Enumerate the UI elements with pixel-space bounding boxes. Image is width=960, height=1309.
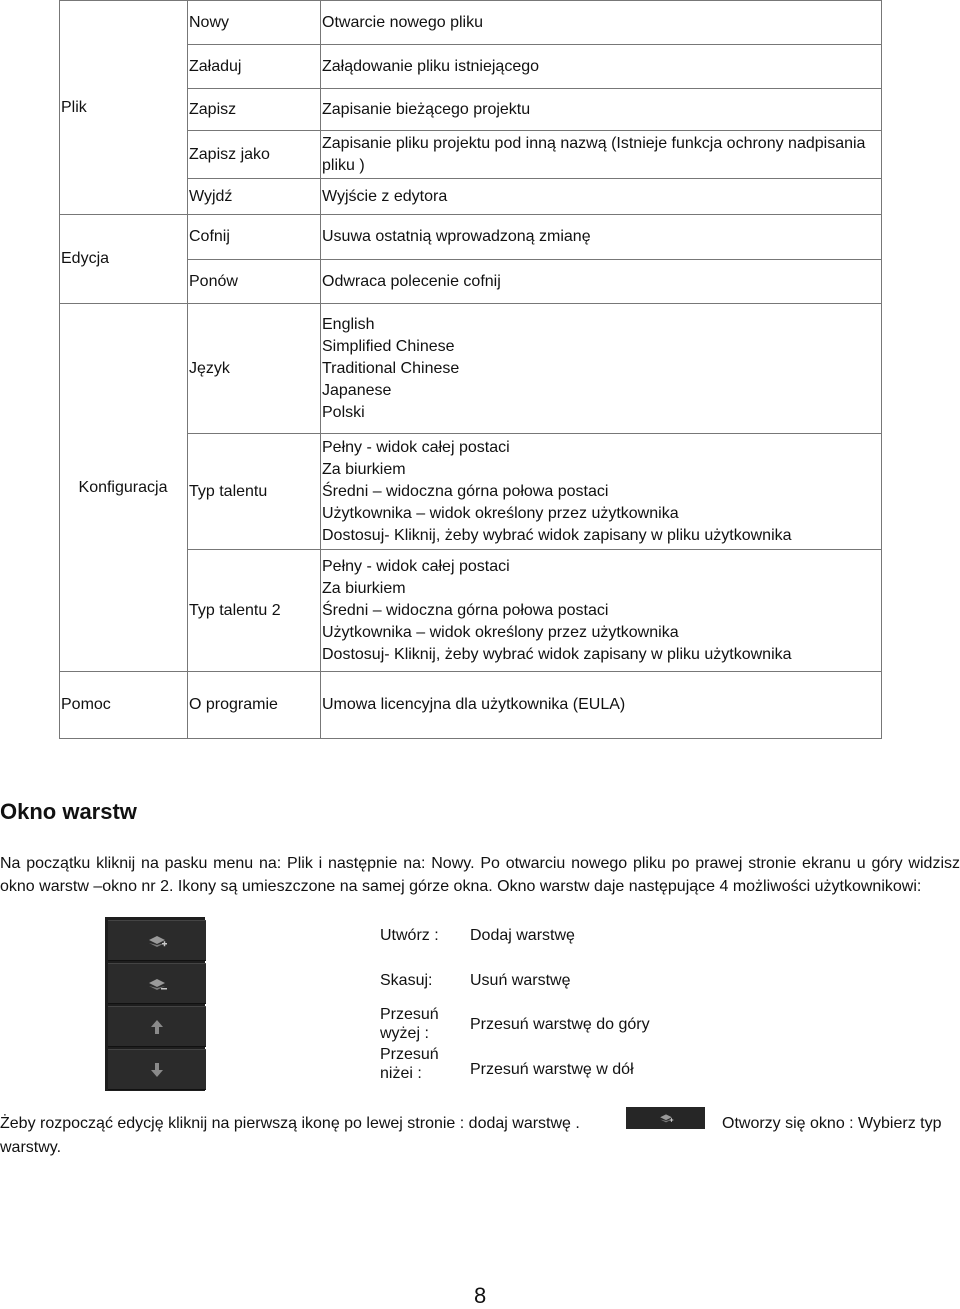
- legend-label-utworz: Utwórz :: [380, 927, 439, 944]
- menu-konfiguracja: Konfiguracja: [60, 304, 188, 672]
- talent-option: Za biurkiem: [322, 460, 406, 478]
- inline-add-layer-button[interactable]: [626, 1107, 705, 1129]
- instruction-text: Żeby rozpocząć edycję kliknij na pierwszą ikonę po lewej stronie : dodaj warstwę .: [0, 1115, 580, 1132]
- talent-option: Pełny - widok całej postaci: [322, 438, 510, 456]
- menu-desc-jezyk: [321, 304, 882, 434]
- instruction-text-continued: warstwy.: [0, 1139, 62, 1156]
- menu-item-zapisz: Zapisz: [188, 89, 321, 131]
- language-option: English: [322, 315, 375, 333]
- menu-desc-zaladuj: Załądowanie pliku istniejącego: [321, 45, 882, 89]
- menu-item-typ-talentu-2: Typ talentu 2: [188, 550, 321, 672]
- menu-desc-ponow: Odwraca polecenie cofnij: [321, 260, 882, 304]
- move-up-icon: [146, 1016, 168, 1038]
- delete-layer-button[interactable]: [108, 963, 206, 1004]
- language-option: Polski: [322, 403, 365, 421]
- talent-option: Dostosuj- Kliknij, żeby wybrać widok zapisany w pliku użytkownika: [322, 526, 792, 544]
- menu-item-zapisz-jako: Zapisz jako: [188, 131, 321, 179]
- legend-label-line: Przesuń: [380, 1006, 439, 1023]
- talent2-option: Za biurkiem: [322, 579, 406, 597]
- page-number: 8: [474, 1283, 487, 1308]
- menu-pomoc: Pomoc: [60, 672, 188, 739]
- move-layer-down-button[interactable]: [108, 1049, 206, 1090]
- menu-desc-wyjdz: Wyjście z edytora: [321, 179, 882, 215]
- move-layer-up-button[interactable]: [108, 1006, 206, 1047]
- talent-option: Użytkownika – widok określony przez użytkownika: [322, 504, 679, 522]
- move-down-icon: [146, 1059, 168, 1081]
- menu-item-nowy: Nowy: [188, 1, 321, 45]
- menu-item-zaladuj: Załaduj: [188, 45, 321, 89]
- menu-desc-typ-talentu-2: [321, 550, 882, 672]
- menu-item-typ-talentu: Typ talentu: [188, 434, 321, 550]
- language-option: Japanese: [322, 381, 392, 399]
- menu-desc-zapisz: Zapisanie bieżącego projektu: [321, 89, 882, 131]
- legend-label-line: Przesuń: [380, 1046, 439, 1063]
- talent2-option: Średni – widoczna górna połowa postaci: [322, 601, 609, 619]
- menu-item-jezyk: Język: [188, 304, 321, 434]
- legend-label-skasuj: Skasuj:: [380, 972, 433, 989]
- section-paragraph: Na początku kliknij na pasku menu na: Plik i następnie na: Nowy. Po otwarciu nowego pliku po prawej stronie ekranu u góry widzisz okno warstw –okno nr 2. Ikony są umieszczone na samej górze okna. Okno warstw daje następujące 4 możliwości użytkownikowi:: [0, 855, 960, 895]
- delete-layer-icon: [146, 973, 168, 995]
- menu-edycja: Edycja: [60, 215, 188, 304]
- legend-desc-przesun-wyzej: Przesuń warstwę do góry: [470, 1016, 650, 1033]
- talent-option: Średni – widoczna górna połowa postaci: [322, 482, 609, 500]
- legend-label-line: wyżej :: [380, 1025, 429, 1042]
- legend-desc-skasuj: Usuń warstwę: [470, 972, 571, 989]
- talent2-option: Użytkownika – widok określony przez użytkownika: [322, 623, 679, 641]
- add-layer-icon: [146, 930, 168, 952]
- menu-reference-table: [59, 0, 882, 739]
- menu-desc-typ-talentu: [321, 434, 882, 550]
- legend-label-przesun-nizej: [380, 1045, 439, 1083]
- instruction-text-right: Otworzy się okno : Wybierz typ: [722, 1115, 942, 1132]
- menu-desc-o-programie: Umowa licencyjna dla użytkownika (EULA): [321, 672, 882, 739]
- language-option: Traditional Chinese: [322, 359, 460, 377]
- legend-label-przesun-wyzej: [380, 1005, 439, 1043]
- menu-desc-cofnij: Usuwa ostatnią wprowadzoną zmianę: [321, 215, 882, 260]
- menu-desc-zapisz-jako: Zapisanie pliku projektu pod inną nazwą (Istnieje funkcja ochrony nadpisania pliku ): [321, 131, 882, 179]
- language-option: Simplified Chinese: [322, 337, 455, 355]
- menu-item-o-programie: O programie: [188, 672, 321, 739]
- add-layer-button[interactable]: [108, 920, 206, 961]
- section-title: Okno warstw: [0, 799, 137, 824]
- menu-item-cofnij: Cofnij: [188, 215, 321, 260]
- menu-desc-nowy: Otwarcie nowego pliku: [321, 1, 882, 45]
- add-layer-icon: [658, 1110, 674, 1126]
- talent2-option: Pełny - widok całej postaci: [322, 557, 510, 575]
- legend-desc-utworz: Dodaj warstwę: [470, 927, 575, 944]
- legend-desc-przesun-nizej: Przesuń warstwę w dół: [470, 1061, 634, 1078]
- menu-plik: Plik: [60, 1, 188, 215]
- menu-item-ponow: Ponów: [188, 260, 321, 304]
- talent2-option: Dostosuj- Kliknij, żeby wybrać widok zapisany w pliku użytkownika: [322, 645, 792, 663]
- legend-label-line: niżei :: [380, 1065, 422, 1082]
- menu-item-wyjdz: Wyjdź: [188, 179, 321, 215]
- layer-toolstrip: [105, 917, 205, 1091]
